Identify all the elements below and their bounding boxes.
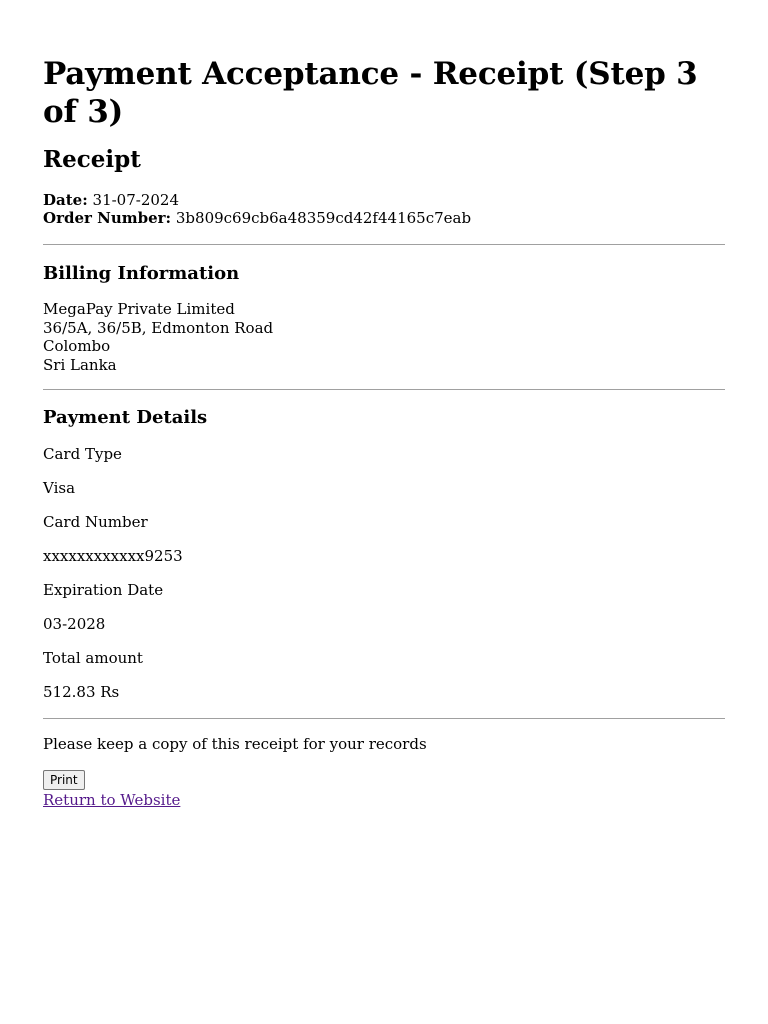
date-label: Date: [43,191,88,209]
date-value: 31-07-2024 [92,191,180,209]
card-number-value: xxxxxxxxxxxx9253 [43,547,183,566]
card-type-label: Card Type [43,445,122,464]
total-amount-value: 512.83 Rs [43,683,120,702]
print-button[interactable]: Print [43,770,85,790]
total-amount-label: Total amount [43,649,143,668]
billing-heading: Billing Information [43,263,240,284]
expiration-date-value: 03-2028 [43,615,106,634]
billing-city: Colombo [43,337,111,356]
expiration-date-label: Expiration Date [43,581,164,600]
page-title: Payment Acceptance - Receipt (Step 3 of 3) [43,56,698,130]
card-number-label: Card Number [43,513,148,532]
return-to-website-link[interactable]: Return to Website [43,791,181,810]
payment-details [43,445,725,701]
order-number-label: Order Number: [43,209,172,227]
receipt-heading: Receipt [43,146,141,173]
receipt-meta [43,191,725,227]
order-number-value: 3b809c69cb6a48359cd42f44165c7eab [175,209,472,227]
card-type-value: Visa [43,479,76,498]
divider [43,718,725,719]
records-note: Please keep a copy of this receipt for your records [43,735,427,754]
billing-country: Sri Lanka [43,355,117,374]
payment-heading: Payment Details [43,407,208,429]
billing-address [43,300,725,374]
divider [43,389,725,390]
order-number-row [43,209,725,227]
billing-company: MegaPay Private Limited [43,300,235,318]
date-row [43,191,725,209]
divider [43,244,725,245]
billing-street: 36/5A, 36/5B, Edmonton Road [43,318,274,337]
